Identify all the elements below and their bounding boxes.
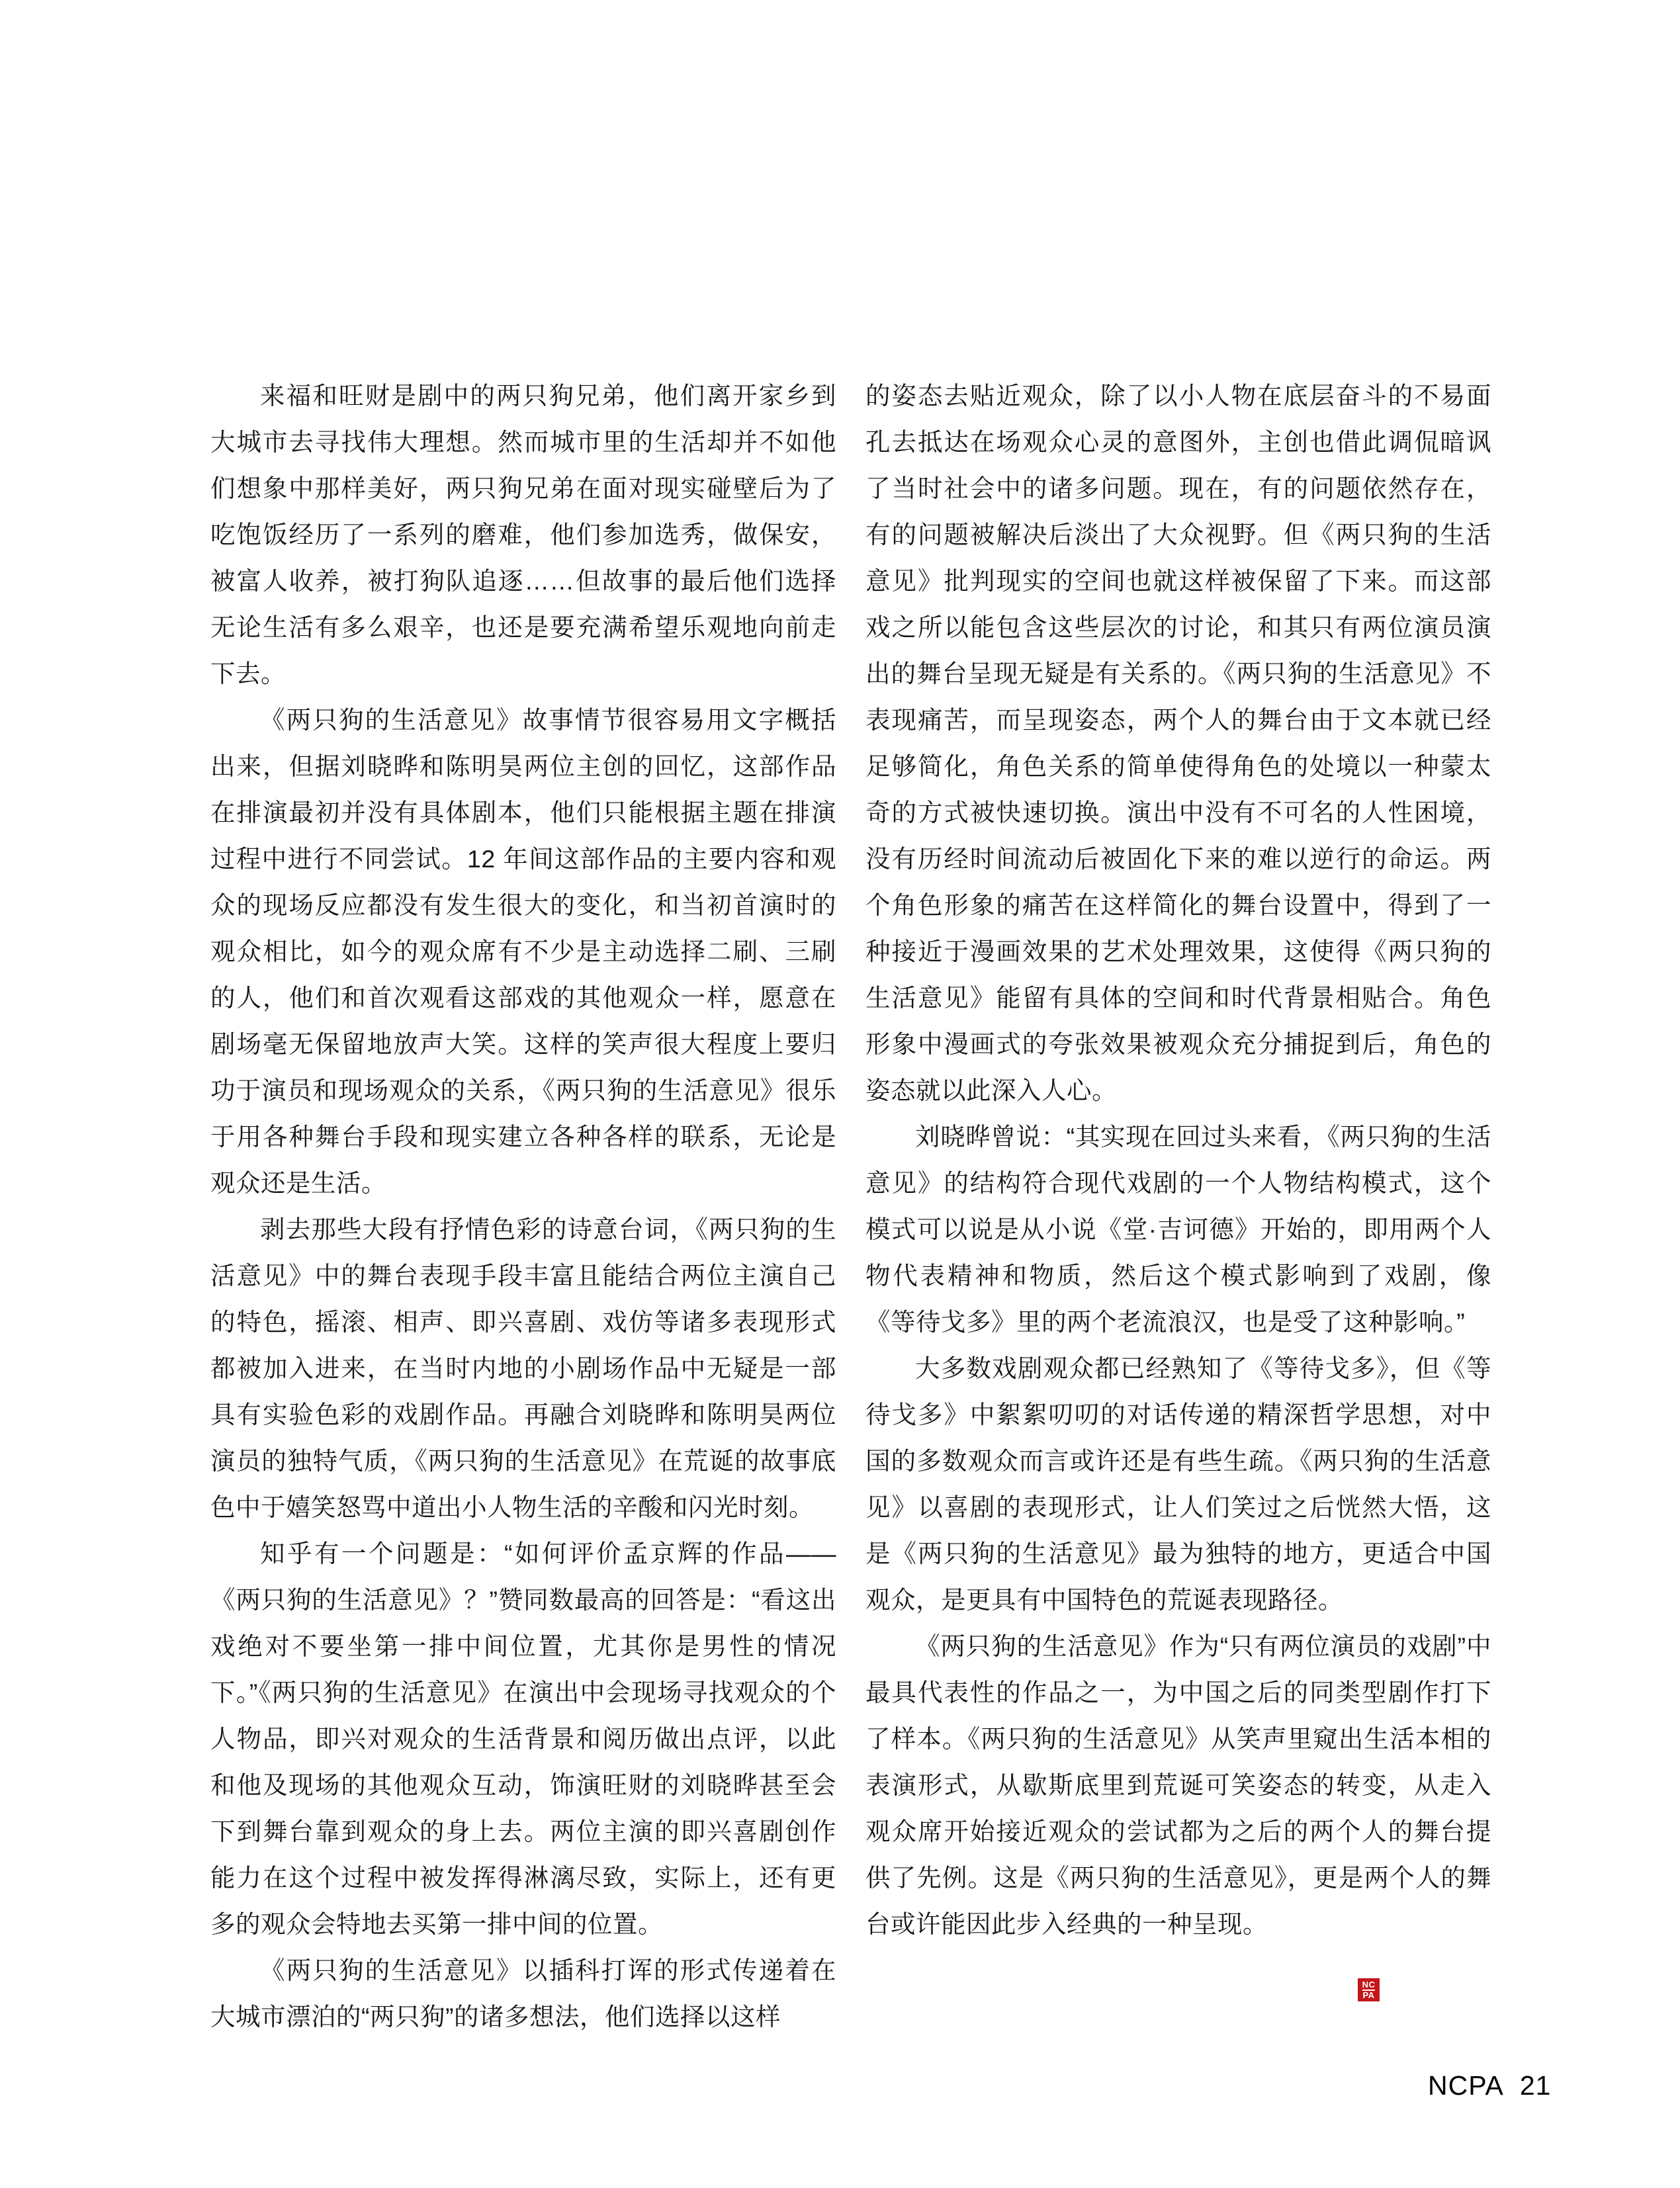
footer-page-number: 21	[1519, 2070, 1552, 2101]
footer-brand: NCPA	[1428, 2070, 1504, 2101]
ncpa-seal	[1358, 1978, 1380, 2001]
ncpa-seal-top-text: NC	[1362, 1979, 1376, 1990]
page-footer	[1428, 2071, 1551, 2100]
article-paragraph: 《两只狗的生活意见》故事情节很容易用文字概括出来，但据刘晓晔和陈明昊两位主创的回忆，这部作品在排演最初并没有具体剧本，他们只能根据主题在排演过程中进行不同尝试。12 年间这部作品的主要内容和观众的现场反应都没有发生很大的变化，和当初首演时的观众相比，如今的观众席有不少是主动选择二刷、三刷的人，他们和首次观看这部戏的其他观众一样，愿意在剧场毫无保留地放声大笑。这样的笑声很大程度上要归功于演员和现场观众的关系，《两只狗的生活意见》很乐于用各种舞台手段和现实建立各种各样的联系，无论是观众还是生活。	[210, 706, 836, 1197]
article-paragraph: 知乎有一个问题是：“如何评价孟京辉的作品——《两只狗的生活意见》？”赞同数最高的回答是：“看这出戏绝对不要坐第一排中间位置，尤其你是男性的情况下。”《两只狗的生活意见》在演出中会现场寻找观众的个人物品，即兴对观众的生活背景和阅历做出点评，以此和他及现场的其他观众互动，饰演旺财的刘晓晔甚至会下到舞台靠到观众的身上去。两位主演的即兴喜剧创作能力在这个过程中被发挥得淋漓尽致，实际上，还有更多的观众会特地去买第一排中间的位置。	[210, 1540, 836, 1938]
article-column-left	[210, 372, 836, 2040]
article-paragraph: 《两只狗的生活意见》以插科打诨的形式传递着在大城市漂泊的“两只狗”的诸多想法，他们选择以这样	[210, 1956, 836, 2031]
article-paragraph: 刘晓晔曾说：“其实现在回过头来看，《两只狗的生活意见》的结构符合现代戏剧的一个人物结构模式，这个模式可以说是从小说《堂·吉诃德》开始的，即用两个人物代表精神和物质，然后这个模式影响到了戏剧，像《等待戈多》里的两个老流浪汉，也是受了这种影响。”	[865, 1123, 1491, 1336]
article-paragraph: 的姿态去贴近观众，除了以小人物在底层奋斗的不易面孔去抵达在场观众心灵的意图外，主创也借此调侃暗讽了当时社会中的诸多问题。现在，有的问题依然存在，有的问题被解决后淡出了大众视野。但《两只狗的生活意见》批判现实的空间也就这样被保留了下来。而这部戏之所以能包含这些层次的讨论，和其只有两位演员演出的舞台呈现无疑是有关系的。《两只狗的生活意见》不表现痛苦，而呈现姿态，两个人的舞台由于文本就已经足够简化，角色关系的简单使得角色的处境以一种蒙太奇的方式被快速切换。演出中没有不可名的人性困境，没有历经时间流动后被固化下来的难以逆行的命运。两个角色形象的痛苦在这样简化的舞台设置中，得到了一种接近于漫画效果的艺术处理效果，这使得《两只狗的生活意见》能留有具体的空间和时代背景相贴合。角色形象中漫画式的夸张效果被观众充分捕捉到后，角色的姿态就以此深入人心。	[865, 382, 1491, 1104]
article-paragraph: 来福和旺财是剧中的两只狗兄弟，他们离开家乡到大城市去寻找伟大理想。然而城市里的生活却并不如他们想象中那样美好，两只狗兄弟在面对现实碰壁后为了吃饱饭经历了一系列的磨难，他们参加选秀，做保安，被富人收养，被打狗队追逐……但故事的最后他们选择无论生活有多么艰辛，也还是要充满希望乐观地向前走下去。	[210, 382, 836, 687]
ncpa-seal-bottom-text: PA	[1362, 1990, 1375, 2000]
article-column-right	[865, 372, 1491, 1947]
article-paragraph: 大多数戏剧观众都已经熟知了《等待戈多》，但《等待戈多》中絮絮叨叨的对话传递的精深哲学思想，对中国的多数观众而言或许还是有些生疏。《两只狗的生活意见》以喜剧的表现形式，让人们笑过之后恍然大悟，这是《两只狗的生活意见》最为独特的地方，更适合中国观众，是更具有中国特色的荒诞表现路径。	[865, 1354, 1491, 1614]
article-paragraph: 《两只狗的生活意见》作为“只有两位演员的戏剧”中最具代表性的作品之一，为中国之后的同类型剧作打下了样本。《两只狗的生活意见》从笑声里窥出生活本相的表演形式，从歇斯底里到荒诞可笑姿态的转变，从走入观众席开始接近观众的尝试都为之后的两个人的舞台提供了先例。这是《两只狗的生活意见》，更是两个人的舞台或许能因此步入经典的一种呈现。	[865, 1632, 1491, 1938]
article-paragraph: 剥去那些大段有抒情色彩的诗意台词，《两只狗的生活意见》中的舞台表现手段丰富且能结合两位主演自己的特色，摇滚、相声、即兴喜剧、戏仿等诸多表现形式都被加入进来，在当时内地的小剧场作品中无疑是一部具有实验色彩的戏剧作品。再融合刘晓晔和陈明昊两位演员的独特气质，《两只狗的生活意见》在荒诞的故事底色中于嬉笑怒骂中道出小人物生活的辛酸和闪光时刻。	[210, 1215, 836, 1521]
